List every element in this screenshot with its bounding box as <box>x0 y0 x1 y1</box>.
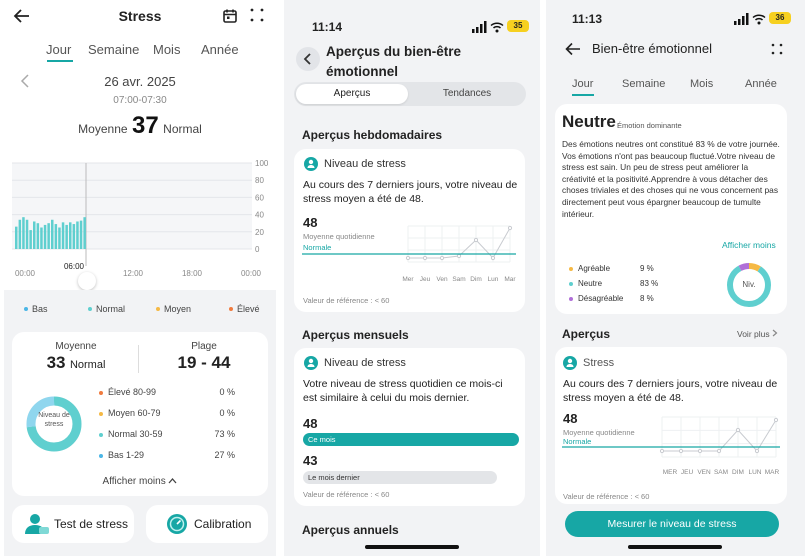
emotion-percent: 8 % <box>640 294 654 303</box>
tab-jour[interactable]: Jour <box>572 78 594 90</box>
y-tick-label: 60 <box>255 193 264 203</box>
stress-point <box>440 256 443 259</box>
home-indicator <box>365 545 459 549</box>
card2-title: Niveau de stress <box>324 357 406 369</box>
date-label: 26 avr. 2025 <box>104 74 176 89</box>
calibration-label: Calibration <box>194 517 252 531</box>
card1-status: Normale <box>303 243 332 252</box>
day-label: SAM <box>713 469 729 476</box>
range-label: Élevé 80-99 <box>108 387 157 397</box>
card2-reference: Valeur de référence : < 60 <box>303 490 390 499</box>
card2-text: Votre niveau de stress quotidien ce mois-ci est similaire à celui du mois dernier. <box>303 378 503 404</box>
calibration-button[interactable] <box>146 505 268 543</box>
stress-card-status: Normale <box>563 437 592 446</box>
range-percent: 0 % <box>219 408 235 418</box>
day-label: Mar <box>504 276 516 283</box>
emotional-wellbeing-screen <box>546 0 805 556</box>
average-label: Moyenne <box>78 122 128 136</box>
last-month-label: Le mois dernier <box>308 473 360 482</box>
show-less-link[interactable]: Afficher moins <box>722 240 776 250</box>
stress-point <box>755 449 758 452</box>
stress-test-label: Test de stress <box>54 517 129 531</box>
x-tick-label: 00:00 <box>14 269 36 278</box>
x-tick-label: 00:00 <box>240 269 262 278</box>
dominant-emotion-label: Émotion dominante <box>617 121 682 130</box>
stress-point <box>660 449 663 452</box>
tab-semaine[interactable]: Semaine <box>88 42 140 57</box>
stress-point <box>491 256 494 259</box>
day-label: Sam <box>452 276 466 283</box>
apercus-heading: Aperçus <box>562 327 611 341</box>
x-tick-label: 18:00 <box>181 269 203 278</box>
battery-level: 36 <box>775 13 785 22</box>
annual-heading: Aperçus annuels <box>302 523 399 537</box>
weekly-stress-chart <box>546 0 805 556</box>
range-percent: 27 % <box>214 450 235 460</box>
day-label: Jeu <box>419 276 431 283</box>
summary-moyenne-label: Moyenne <box>55 341 97 352</box>
card1-title: Niveau de stress <box>324 158 406 170</box>
emotion-label: Désagréable <box>578 294 624 303</box>
stress-icon <box>304 356 318 370</box>
stress-point <box>508 226 511 229</box>
summary-plage-value: 19 - 44 <box>177 353 231 372</box>
stress-point <box>717 449 720 452</box>
card1-reference: Valeur de référence : < 60 <box>303 296 390 305</box>
emotion-label: Neutre <box>578 279 603 288</box>
y-tick-label: 80 <box>255 176 264 186</box>
stress-point <box>698 449 701 452</box>
day-label: Lun <box>487 276 499 283</box>
y-tick-label: 100 <box>255 159 269 168</box>
seg-tendances[interactable]: Tendances <box>442 88 492 99</box>
tab-mois[interactable]: Mois <box>690 78 714 90</box>
tab-semaine[interactable]: Semaine <box>622 78 666 90</box>
stress-card-reference: Valeur de référence : < 60 <box>563 492 650 501</box>
emotion-label: Agréable <box>578 264 611 273</box>
day-label: MAR <box>764 469 780 476</box>
person-icon <box>24 512 50 536</box>
y-tick-label: 20 <box>255 227 264 237</box>
donut-label: Niveau de stress <box>38 412 70 428</box>
tab-annee[interactable]: Année <box>745 78 777 90</box>
seg-apercus[interactable]: Aperçus <box>296 84 408 104</box>
summary-plage-label: Plage <box>191 341 217 352</box>
y-tick-label: 40 <box>255 210 264 220</box>
emotion-percent: 83 % <box>640 279 659 288</box>
stress-card-title: Stress <box>583 357 615 369</box>
page-title: Stress <box>118 8 162 24</box>
emotion-percent: 9 % <box>640 264 654 273</box>
range-dot <box>99 412 103 416</box>
card1-subtitle: Moyenne quotidienne <box>303 232 375 241</box>
see-more-label: Voir plus <box>737 329 770 339</box>
range-dot <box>99 454 103 458</box>
show-less-link[interactable] <box>12 476 268 487</box>
stress-point <box>736 428 739 431</box>
stress-point <box>406 256 409 259</box>
donut-center-label: Niv. <box>742 280 756 289</box>
day-label: Mer <box>402 276 414 283</box>
insights-screen <box>284 0 540 556</box>
tab-annee[interactable]: Année <box>201 42 239 57</box>
gauge-icon <box>166 513 188 535</box>
range-label: Moyen 60-79 <box>108 408 161 418</box>
range-label: Bas 1-29 <box>108 450 145 460</box>
day-label: DIM <box>732 469 744 476</box>
day-label: VEN <box>697 469 711 476</box>
day-label: MER <box>662 469 678 476</box>
average-value: 37 <box>132 112 159 139</box>
x-tick-label: 12:00 <box>122 269 144 278</box>
card1-value: 48 <box>303 215 318 230</box>
range-percent: 73 % <box>214 429 235 439</box>
tab-mois[interactable]: Mois <box>153 42 181 57</box>
range-dot <box>99 391 103 395</box>
legend-label: Normal <box>96 304 126 314</box>
card1-text: Au cours des 7 derniers jours, votre niveau de stress moyen a été de 48. <box>303 179 518 205</box>
x-tick-label: 06:00 <box>63 262 85 271</box>
stress-card-subtitle: Moyenne quotidienne <box>563 428 635 437</box>
range-percent: 0 % <box>219 387 235 397</box>
day-label: Dim <box>470 276 482 283</box>
battery-level: 35 <box>513 21 523 30</box>
stress-point <box>679 449 682 452</box>
page-title: Bien-être émotionnel <box>592 41 712 56</box>
stress-test-button[interactable] <box>12 505 134 543</box>
status-time: 11:13 <box>572 12 603 26</box>
summary-moyenne-status: Normal <box>69 359 106 371</box>
monthly-heading: Aperçus mensuels <box>302 328 409 342</box>
measure-stress-label: Mesurer le niveau de stress <box>607 518 737 530</box>
stress-point <box>423 256 426 259</box>
y-tick-label: 0 <box>255 245 260 254</box>
stress-card-value: 48 <box>563 411 578 426</box>
range-dot <box>99 433 103 437</box>
weekly-heading: Aperçus hebdomadaires <box>302 128 443 142</box>
stress-distribution-donut <box>0 0 280 556</box>
range-label: Normal 30-59 <box>108 429 163 439</box>
status-time: 11:14 <box>312 20 343 34</box>
day-label: Ven <box>436 276 448 283</box>
legend-label: Élevé <box>237 304 260 314</box>
this-month-label: Ce mois <box>308 435 336 444</box>
card2-value-this: 48 <box>303 416 318 431</box>
show-less-label: Afficher moins <box>102 476 166 487</box>
stress-point <box>474 238 477 241</box>
tab-jour[interactable]: Jour <box>46 42 72 57</box>
home-indicator <box>628 545 722 549</box>
measure-stress-button[interactable] <box>565 511 779 537</box>
time-range: 07:00-07:30 <box>113 95 167 106</box>
legend-label: Bas <box>32 304 48 314</box>
dominant-emotion: Neutre <box>562 112 616 131</box>
page-title: Aperçus du bien-être émotionnel <box>326 44 462 79</box>
stress-card-text: Au cours des 7 derniers jours, votre niveau de stress moyen a été de 48. <box>563 378 778 404</box>
summary-moyenne-value: 33 <box>46 353 66 372</box>
stress-point <box>457 254 460 257</box>
day-label: JEU <box>680 469 694 476</box>
emotion-description: Des émotions neutres ont constitué 83 % de votre journée. Vos émotions n'ont pas beaucoup fluctué.Votre niveau de stress est sain. Un peu de stress peut améliorer la créativité et la positivité.Apprendre à vous détacher des choses triviales et des choses qui ne vous concernent pas directement peut vous épargner beaucoup de tumulte intérieur. <box>562 139 780 219</box>
stress-screen <box>0 0 280 556</box>
legend-label: Moyen <box>164 304 192 314</box>
chevron-up-icon <box>168 477 177 484</box>
average-status: Normal <box>163 122 202 136</box>
day-label: LUN <box>748 469 762 476</box>
card2-value-last: 43 <box>303 453 318 468</box>
stress-point <box>774 418 777 421</box>
